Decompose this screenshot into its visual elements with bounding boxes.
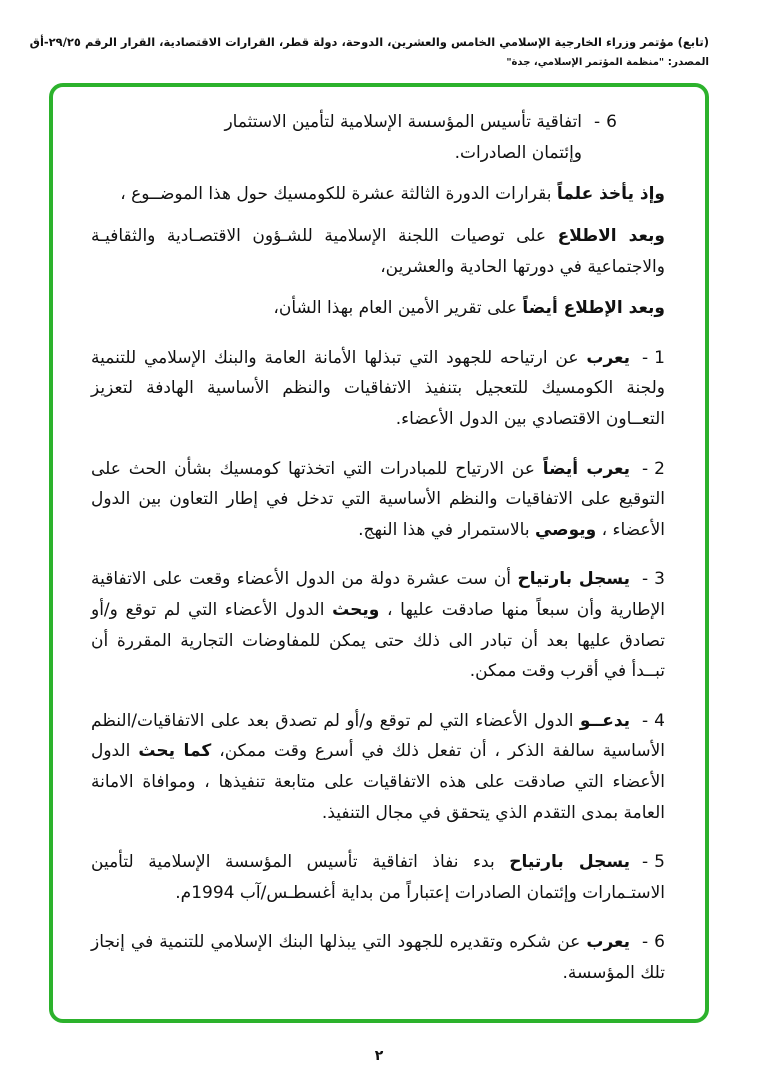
- item-marker: [630, 852, 665, 872]
- item-marker: [630, 459, 665, 479]
- document-header: [29, 34, 709, 69]
- header-source: [49, 56, 709, 68]
- list-item: [91, 927, 665, 988]
- item-marker: [630, 348, 665, 368]
- item-marker: [630, 569, 665, 589]
- header-title: (تابع) مؤتمر وزراء الخارجية الإسلامي الخامس والعشرين، الدوحة، دولة قطر، القرارات الاقتصادية، القرار الرقم ٢٩/٢٥-أق: [29, 35, 709, 49]
- item-dash: -: [642, 569, 649, 590]
- list-item: [91, 564, 665, 686]
- item-number: 3: [654, 569, 665, 590]
- item-text: يسجل بارتياح بدء نفاذ اتفاقية تأسيس المؤسسة الإسلامية لتأمين الاستـمارات وإئتمان الصادرات إعتباراً من بداية أغسطـس/آب 1994م.: [91, 852, 665, 903]
- item-marker: [582, 107, 617, 168]
- item-number: 5: [654, 852, 665, 873]
- list-item: [91, 343, 665, 435]
- preamble-paragraph: وبعد الإطلاع أيضاً على تقرير الأمين العام بهذا الشأن،: [273, 298, 665, 319]
- list-item: [91, 454, 665, 546]
- item-dash: -: [642, 932, 649, 953]
- item-dash: -: [642, 852, 649, 873]
- item-text: يعرب أيضاً عن الارتياح للمبادرات التي اتخذتها كومسيك بشأن الحث على التوقيع على الاتفاقيات والنظم الأساسية التي تدخل في إطار التعاون بين الدول الأعضاء ، ويوصي بالاستمرار في هذا النهج.: [91, 458, 665, 540]
- preamble-paragraph: وبعد الاطلاع على توصيات اللجنة الإسلامية للشـؤون الاقتصـادية والثقافيـة والاجتماعية في دورتها الحادية والعشرين،: [91, 226, 665, 277]
- source-label: المصدر:: [667, 56, 709, 69]
- intro-text: اتفاقية تأسيس المؤسسة الإسلامية لتأمين الاستثمار وإئتمان الصادرات.: [224, 112, 583, 163]
- item-dash: -: [642, 458, 649, 479]
- item-number: 6: [654, 932, 665, 953]
- item-text: يعرب عن شكره وتقديره للجهود التي يبذلها البنك الإسلامي للتنمية في إنجاز تلك المؤسسة.: [91, 932, 665, 983]
- item-text: يسجل بارتياح أن ست عشرة دولة من الدول الأعضاء وقعت على الاتفاقية الإطارية وأن سبعاً منها صادقت عليها ، ويحث الدول الأعضاء التي لم توقع و/أو تصادق عليها بعد أن تبادر الى ذلك حتى يمكن للمفاوضات التجارية المقررة أن تبــدأ في أقرب وقت ممكن.: [91, 569, 666, 682]
- list-item: [91, 706, 665, 828]
- item-number: 4: [654, 710, 665, 731]
- preamble: [91, 179, 665, 323]
- item-marker: [630, 932, 665, 952]
- item-dash: -: [642, 710, 649, 731]
- operative-list: [91, 343, 665, 989]
- item-number: 2: [654, 458, 665, 479]
- list-item: [91, 847, 665, 908]
- preamble-paragraph: وإذ يأخذ علماً بقرارات الدورة الثالثة عشرة للكومسيك حول هذا الموضــوع ،: [120, 184, 665, 205]
- intro-list-item: [91, 107, 665, 168]
- source-value: "منظمة المؤتمر الإسلامي، جدة": [506, 57, 665, 69]
- item-number: 1: [654, 347, 665, 368]
- item-marker: [630, 711, 665, 731]
- content-border-box: [49, 83, 709, 1023]
- item-dash: -: [642, 347, 649, 368]
- page-number: ٢: [374, 1048, 384, 1064]
- item-text: يعرب عن ارتياحه للجهود التي تبذلها الأمانة العامة والبنك الإسلامي للتنمية ولجنة الكومسيك للتعجيل بتنفيذ الاتفاقيات والنظم الأساسية الهادفة لتعزيز التعــاون الاقتصادي بين الدول الأعضاء.: [91, 347, 665, 429]
- item-number: 6: [606, 112, 617, 133]
- item-dash: -: [594, 112, 601, 133]
- item-text: يدعــو الدول الأعضاء التي لم توقع و/أو لم تصدق بعد على الاتفاقيات/النظم الأساسية سالفة الذكر ، أن تفعل ذلك في أسرع وقت ممكن، كما يحث الدول الأعضاء التي صادقت على هذه الاتفاقيات على متابعة تنفيذها ، وموافاة الامانة العامة بمدى التقدم الذي يتحقق في مجال التنفيذ.: [91, 710, 666, 823]
